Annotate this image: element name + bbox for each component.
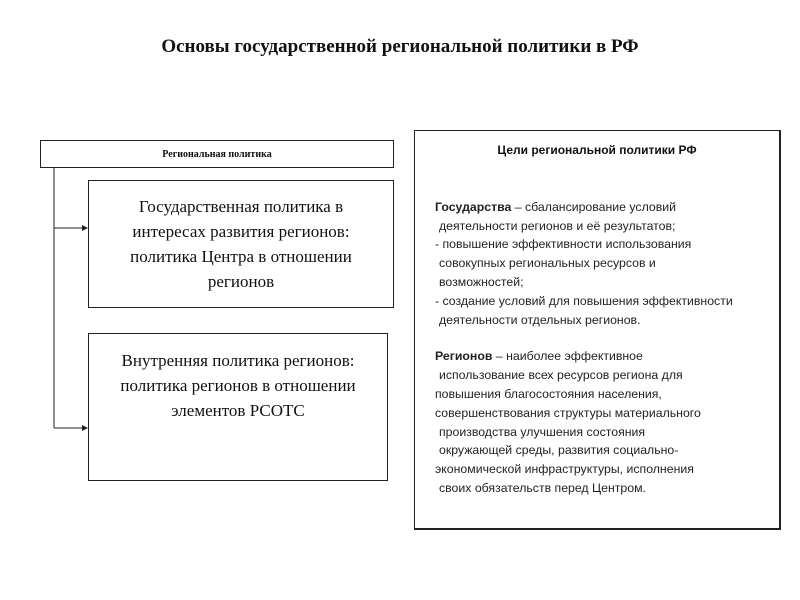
state-goal-line-1: деятельности регионов и её результатов; [439,218,676,233]
goals-box [414,130,781,530]
regions-goal-line-0: – наиболее эффективное [492,349,643,364]
state-goal-line-3: совокупных региональных ресурсов и [439,256,656,271]
goals-title: Цели региональной политики РФ [497,143,697,157]
state-goal-line [435,198,779,217]
state-goal-term: Государства [435,199,512,214]
state-goal-line-2: - повышение эффективности использования [435,237,692,252]
goals-text [435,198,779,498]
state-goal-line-0: – сбалансирование условий [511,199,676,214]
state-goal-line-4: возможностей; [439,274,524,289]
regions-goal-line-2: повышения благосостояния населения, [435,386,662,401]
regions-goal-line-5: окружающей среды, развития социально- [439,443,679,458]
regional-policy-label: Региональная политика [162,148,272,160]
state-policy-box [88,180,394,308]
regions-goal-line-1: использование всех ресурсов региона для [439,368,683,383]
regional-policy-header [40,140,394,168]
internal-policy-box [88,333,388,481]
regions-goal-line-7: своих обязательств перед Центром. [439,480,646,495]
regions-goal-line-4: производства улучшения состояния [439,424,646,439]
regions-goal-term: Регионов [435,349,493,364]
page-title: Основы государственной региональной политики в РФ [161,36,639,57]
state-goal-line-6: деятельности отдельных регионов. [439,312,641,327]
regions-goal-line-6: экономической инфраструктуры, исполнения [435,462,694,477]
regions-goal-line-3: совершенствования структуры материального [435,405,701,420]
internal-policy-text: Внутренняя политика регионов: политика регионов в отношении элементов РСОТС [120,351,356,420]
regions-goal-line [435,347,779,366]
state-goal-line-5: - создание условий для повышения эффективности [435,293,733,308]
state-policy-text: Государственная политика в интересах развития регионов: политика Центра в отношении регионов [130,197,352,291]
